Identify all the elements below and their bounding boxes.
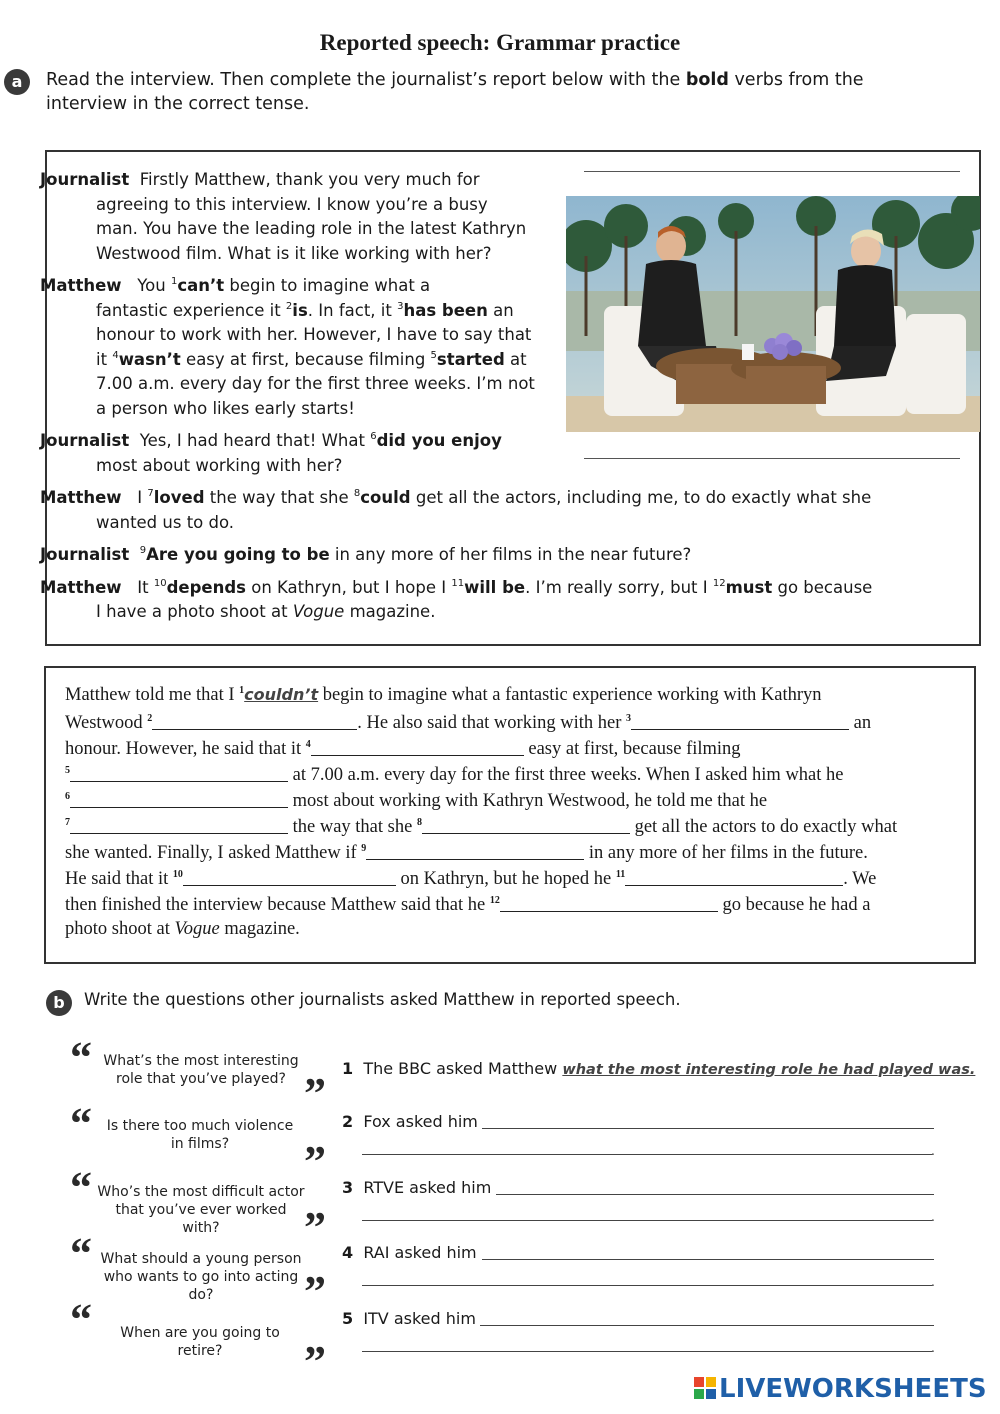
blank-8[interactable] — [422, 815, 630, 834]
period-4: . — [931, 1275, 935, 1289]
liveworksheets-logo-icon — [694, 1376, 716, 1398]
interview-photo — [566, 196, 980, 432]
section-b-instruction: Write the questions other journalists asked Matthew in reported speech. — [84, 990, 681, 1009]
section-a-instruction: Read the interview. Then complete the journalist’s report below with the bold verbs from the interview in the correct tense. — [46, 70, 864, 114]
blank-10[interactable] — [183, 867, 396, 886]
answer-line-5b[interactable] — [362, 1351, 932, 1352]
question-4-item: 4 RAI asked him — [342, 1243, 477, 1262]
report-line-4: $^5$ at 7.00 a.m. every day for the first three weeks. When I asked him what he — [65, 765, 844, 785]
question-4-quote: What should a young person who wants to go into acting do? — [100, 1251, 302, 1303]
question-1-quote: What’s the most interesting role that you’ve played? — [103, 1053, 299, 1087]
report-line-7: she wanted. Finally, I asked Matthew if $^9$ in any more of her films in the future. — [65, 843, 868, 863]
blank-5[interactable] — [70, 763, 288, 782]
period-2: . — [931, 1144, 935, 1158]
question-1-item: 1 The BBC asked Matthew what the most interesting role he had played was. — [342, 1059, 976, 1078]
section-a-badge: a — [4, 69, 30, 95]
open-quote-icon: “ — [70, 1033, 92, 1082]
answer-line-2b[interactable] — [362, 1154, 932, 1155]
blank-6[interactable] — [70, 789, 288, 808]
photo-bottom-rule — [584, 458, 960, 459]
report-line-9: then finished the interview because Matthew said that he $^{12}$ go because he had a — [65, 895, 871, 915]
answer-line-4a[interactable] — [482, 1259, 934, 1260]
answer-line-3a[interactable] — [496, 1194, 934, 1195]
liveworksheets-logo: LIVEWORKSHEETS — [694, 1374, 987, 1404]
open-quote-icon: “ — [70, 1163, 92, 1212]
photo-top-rule — [584, 171, 960, 172]
blank-3[interactable] — [631, 711, 849, 730]
journalist-turn-3: Journalist $^9$Are you going to be in any more of her films in the near future? — [40, 545, 692, 564]
open-quote-icon: “ — [70, 1229, 92, 1278]
question-3-quote: Who’s the most difficult actor that you’ve ever worked with? — [97, 1184, 305, 1236]
close-quote-icon: ” — [304, 1069, 326, 1118]
section-b-badge: b — [46, 990, 72, 1016]
question-3-item: 3 RTVE asked him — [342, 1178, 492, 1197]
blank-9[interactable] — [366, 841, 584, 860]
question-2-quote: Is there too much violence in films? — [106, 1118, 294, 1152]
journalist-turn-2: Journalist Yes, I had heard that! What $^6$did you enjoy most about working with her? — [40, 431, 502, 475]
page-title: Reported speech: Grammar practice — [319, 30, 681, 55]
answer-q1: what the most interesting role he had played was. — [562, 1062, 976, 1078]
blank-12[interactable] — [500, 893, 718, 912]
journalist-turn-1: Journalist Firstly Matthew, thank you very much for agreeing to this interview. I know you’re a busy man. You have the leading role in the latest Kathryn Westwood film. What is it like working with her? — [40, 170, 527, 263]
report-line-5: $^6$ most about working with Kathryn Westwood, he told me that he — [65, 791, 768, 811]
blank-2[interactable] — [152, 711, 357, 730]
answer-line-2a[interactable] — [482, 1128, 934, 1129]
blank-4[interactable] — [311, 737, 524, 756]
report-line-1: Matthew told me that I $^1$couldn’t begin to imagine what a fantastic experience working with Kathryn — [65, 685, 822, 705]
report-line-6: $^7$ the way that she $^8$ get all the actors to do exactly what — [65, 817, 898, 837]
period-5: . — [931, 1341, 935, 1355]
question-5-quote: When are you going to retire? — [120, 1325, 280, 1359]
period-3: . — [931, 1210, 935, 1224]
close-quote-icon: ” — [304, 1137, 326, 1186]
matthew-turn-2: Matthew I $^7$loved the way that she $^8$could get all the actors, including me, to do exactly what she wanted us to do. — [40, 488, 872, 532]
answer-line-5a[interactable] — [480, 1325, 934, 1326]
blank-11[interactable] — [625, 867, 843, 886]
answer-line-3b[interactable] — [362, 1220, 932, 1221]
interview-dialogue — [40, 168, 558, 478]
matthew-turn-1: Matthew You $^1$can’t begin to imagine what a fantastic experience it $^2$is. In fact, it $^3$has been an honour to work with her. However, I have to say that it $^4$wasn’t easy at first, because filming $^5$started at 7.00 a.m. every day for the first three weeks. I’m not a person who likes early starts! — [40, 276, 535, 418]
answer-1: couldn’t — [244, 685, 319, 704]
report-line-3: honour. However, he said that it $^4$ easy at first, because filming — [65, 739, 741, 759]
report-line-8: He said that it $^{10}$ on Kathryn, but he hoped he $^{11}$ . We — [65, 869, 877, 889]
interview-dialogue-wide — [40, 486, 968, 625]
report-line-2: Westwood $^2$ . He also said that working with her $^3$ an — [65, 713, 872, 733]
question-2-item: 2 Fox asked him — [342, 1112, 478, 1131]
open-quote-icon: “ — [70, 1295, 92, 1344]
blank-7[interactable] — [70, 815, 288, 834]
close-quote-icon: ” — [304, 1337, 326, 1386]
matthew-turn-3: Matthew It $^{10}$depends on Kathryn, but I hope I $^{11}$will be. I’m really sorry, but I $^{12}$must go because I have a photo shoot at Vogue magazine. — [40, 577, 873, 621]
report-line-10: photo shoot at Vogue magazine. — [65, 919, 300, 939]
question-5-item: 5 ITV asked him — [342, 1309, 476, 1328]
answer-line-4b[interactable] — [362, 1285, 932, 1286]
close-quote-icon: ” — [304, 1203, 326, 1252]
open-quote-icon: “ — [70, 1099, 92, 1148]
report-box — [44, 666, 976, 964]
close-quote-icon: ” — [304, 1267, 326, 1316]
